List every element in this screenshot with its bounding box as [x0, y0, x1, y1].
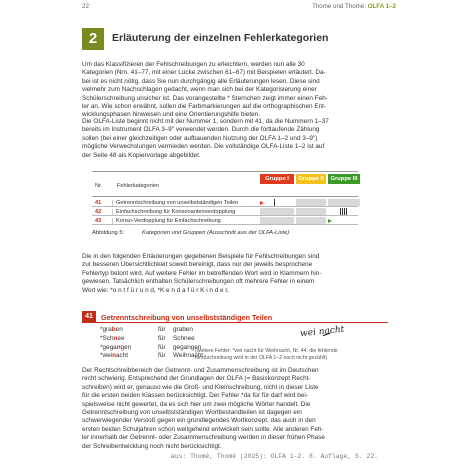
group-2-cell: [296, 199, 326, 206]
row-category: Getrenntschreibung von unselbstständigen Teilen: [112, 200, 238, 206]
text-line: Großschreibung wird in der OLFA 1–2 noch nicht gezählt): [195, 354, 328, 361]
paragraph-explanation: [82, 367, 388, 451]
text-line: (weitere Fehler: *wei nacht für Weihnacht, Nr. 44: die fehlende: [195, 348, 338, 354]
text-line: Um das Klassifizieren der Fehlschreibungen zu erleichtern, werden nun alle 30: [82, 61, 305, 68]
running-title: Thomé und Thomé: OLFA 1–2: [312, 3, 396, 10]
group-1-cell: [260, 217, 294, 224]
text-line: Schülerschreibung unsicher ist. Das vorangestellte * Sternchen zeigt immer einen Feh-: [82, 94, 328, 102]
table-header: [92, 171, 358, 197]
example-note: [195, 348, 338, 361]
column-header-nr: Nr.: [95, 183, 103, 189]
text-line: sollen (bei einer gleichzeitigen oder aufbauenden Nutzung der OLFA 1–2 und 3–9"): [82, 134, 318, 142]
correct-spelling: Weihnacht: [173, 352, 204, 360]
text-line: Getrenntschreibung von unselbstständigen Wortbestandteilen ist dagegen ein: [82, 409, 302, 417]
text-line: Wort wie: *o n t f ü r u n d, *K e n d a f ü r K i n d e r.: [82, 286, 229, 294]
group-3-cell: [328, 217, 360, 224]
for-word: für: [158, 334, 166, 342]
group-1-cell: [260, 199, 294, 206]
wrong-spelling: *weinacht: [100, 352, 129, 360]
text-line: ler innerhalb der Getrennt- oder Zusammenschreibung werden in dieser frühen Phase: [82, 434, 325, 442]
page-number: 22: [82, 3, 89, 10]
text-line: Die in den folgenden Erläuterungen gegebenen Beispiele für Fehlschreibungen sind: [82, 253, 320, 260]
tally-mark: [342, 208, 343, 215]
column-header-category: Fehlerkategorien: [117, 183, 159, 189]
chapter-number: 2: [82, 28, 104, 50]
text-line: bei ist es nicht nötig, dass Sie nun durchgängig alle Erläuterungen lesen. Diese sind: [82, 77, 320, 85]
for-word: für: [158, 343, 166, 351]
group-3-cell: [328, 208, 360, 215]
caption-text: Kategorien und Gruppen (Ausschnitt aus der OLFA-Liste): [142, 230, 290, 236]
correct-spelling: graben: [173, 326, 193, 333]
handwritten-sample: wei nacht: [299, 324, 345, 340]
text-line: ler an. Wie schon erwähnt, sollen die Farbmarkierungen auf die orthographischen Ent-: [82, 103, 327, 111]
correct-spelling: gegangen: [173, 343, 202, 351]
tally-mark: [274, 199, 275, 206]
section-heading: [82, 311, 388, 323]
group-header-2: Gruppe II: [296, 174, 326, 184]
wrong-spelling: *Schnee: [100, 334, 125, 342]
text-line: Fehlertyp betont wird. Auf weitere Fehler im betreffenden Wort wird in Klammern hin-: [82, 269, 322, 277]
text-line: der Seite 48 als Kopiervorlage abgebildet.: [82, 151, 201, 159]
text-line: zur besseren Übersichtlichkeit soweit bereinigt, dass nur der jeweils besprochene: [82, 261, 313, 269]
group-header-3: Gruppe III: [328, 174, 360, 184]
group-2-cell: [296, 208, 326, 215]
text-line: schreiben) wird er, genauso wie die Groß- und Kleinschreibung, nicht in dieser Liste: [82, 383, 319, 391]
arrow-icon: [328, 219, 332, 223]
for-word: für: [158, 326, 166, 333]
figure-caption: [92, 230, 290, 236]
wrong-spelling: *graben: [100, 326, 123, 333]
text-line: Der Rechtschreibbereich der Getrennt- und Zusammenschreibung ist im Deutschen: [82, 367, 319, 374]
caption-label: Abbildung 5:: [92, 230, 125, 236]
text-line: ersten beiden Schuljahren schon weitgehend entwickelt sein sollte. Alle anderen Feh-: [82, 425, 324, 433]
table-row: [92, 207, 358, 216]
row-category: Konso-Verdopplung für Einfachschreibung: [112, 218, 221, 224]
group-3-cell: [328, 199, 360, 206]
source-citation: aus: Thomé, Thomé (2025): OLFA 1–2. 8. Auflage, S. 22.: [170, 453, 378, 460]
running-head: [82, 3, 396, 13]
paragraph-examples-info: [82, 253, 388, 295]
section-title: Getrenntschreibung von unselbstständigen Teilen: [101, 313, 273, 322]
text-line: Die OLFA-Liste beginnt nicht mit der Nummer 1, sondern mit 41, da die Nummern 1–37: [82, 118, 329, 125]
section-number: 41: [82, 311, 96, 322]
tally-mark: [346, 208, 347, 215]
text-line: recht schwierig. Entsprechend der Grundlagen der OLFA (= Basiskonzept Recht-: [82, 375, 311, 383]
chapter-title: Erläuterung der einzelnen Fehlerkategorien: [112, 32, 329, 44]
text-line: Kategorien (Nrn. 41–77, mit einer Lücke zwischen 61–67) mit Beispielen erläutert. Da-: [82, 69, 326, 77]
paragraph-intro: [82, 61, 388, 120]
group-header-1: Gruppe I: [260, 174, 294, 184]
for-word: für: [158, 352, 166, 360]
tally-mark: [340, 208, 341, 215]
correct-spelling: Schnee: [173, 334, 195, 342]
arrow-icon: [260, 201, 264, 205]
group-2-cell: [296, 217, 326, 224]
tally-mark: [344, 208, 345, 215]
chapter-heading: [82, 28, 388, 50]
wrong-spelling: *gegangen: [100, 343, 132, 351]
text-line: der Schreibentwicklung noch nicht berücksichtigt.: [82, 442, 222, 450]
text-line: bereits im Instrument OLFA 3–9" verwendet werden. Durch die fortlaufende Zählung: [82, 126, 320, 134]
row-category: Einfachschreibung für Konsonantenverdopplung: [112, 209, 235, 215]
text-line: gewiesen. Tatsächlich enthalten Schülerschreibungen oft mehrere Fehler in einem: [82, 278, 315, 286]
table-row: [92, 198, 358, 207]
row-number: 42: [95, 208, 102, 215]
table-row: [92, 216, 358, 225]
text-line: mögliche Verwechslungen vermieden werden. Die vollständige OLFA-Liste 1–2 ist auf: [82, 143, 325, 151]
text-line: für die ersten beiden Klassen berücksichtigt. Der Fehler *da für für darf wird bei-: [82, 392, 308, 400]
text-line: schwerwiegender Verstoß gegen ein grundlegendes Wortkonzept, das auch in den: [82, 417, 316, 425]
row-number: 43: [95, 217, 102, 224]
text-line: vielmehr zum Nachschlagen gedacht, wenn man sich bei der Kategorisierung einer: [82, 86, 317, 94]
text-line: spielsweise nicht gewertet, da es sich hier um zwei mögliche Wörter handelt. Die: [82, 400, 311, 408]
text-line: wicklungsphasen hinweisen und eine Orientierungshilfe bieten.: [82, 111, 260, 119]
row-number: 41: [95, 199, 102, 206]
paragraph-list-info: [82, 118, 388, 160]
group-1-cell: [260, 208, 294, 215]
